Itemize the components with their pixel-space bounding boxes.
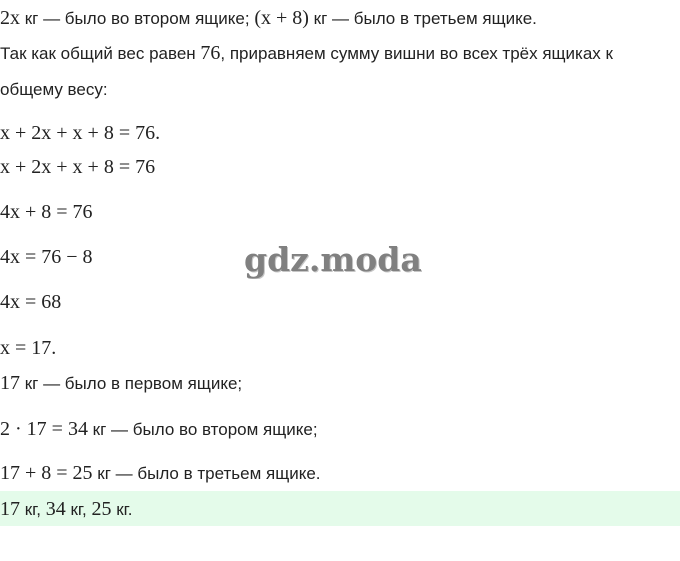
math-x-plus-8: (x + 8) — [254, 7, 309, 29]
equation-4 — [0, 246, 93, 269]
result-second-box — [0, 418, 318, 441]
para-text-pre: Так как общий вес равен — [0, 44, 201, 63]
result-third-box — [0, 462, 321, 485]
equation-text: x + 2x + x + 8 = 76 — [0, 156, 156, 178]
equation-3 — [0, 201, 93, 224]
equation-6 — [0, 337, 56, 360]
para-total-76: 76 — [200, 42, 221, 64]
answer-unit-3: кг. — [111, 500, 133, 519]
para-text-post: , приравняем сумму вишни во всех трёх ящиках к — [220, 44, 613, 63]
answer-value-2: 34 — [45, 498, 66, 520]
paragraph-line-b — [0, 79, 108, 101]
equation-text: x = 17. — [0, 337, 57, 359]
result-math: 17 + 8 = 25 — [0, 462, 93, 484]
answer-unit-2: кг, — [65, 500, 92, 519]
answer-unit-1: кг, — [20, 500, 46, 519]
equation-1 — [0, 122, 160, 145]
equation-2 — [0, 156, 155, 179]
result-text: кг — было в первом ящике; — [20, 374, 243, 393]
result-text: кг — было в третьем ящике. — [92, 464, 321, 483]
answer-value-1: 17 — [0, 498, 20, 520]
equation-5 — [0, 291, 61, 314]
paragraph-line-a — [0, 42, 613, 65]
result-math: 2 · 17 = 34 — [0, 418, 88, 440]
result-math: 17 — [0, 372, 20, 394]
answer-line — [0, 498, 132, 521]
text-second-box: кг — было во втором ящике; — [20, 9, 255, 28]
watermark-logo: gdz.moda — [244, 240, 422, 279]
equation-text: 4x = 76 − 8 — [0, 246, 93, 268]
equation-text: 4x = 68 — [0, 291, 62, 313]
line-box-weights — [0, 7, 537, 30]
result-text: кг — было во втором ящике; — [87, 420, 318, 439]
answer-value-3: 25 — [91, 498, 112, 520]
text-third-box: кг — было в третьем ящике. — [308, 9, 537, 28]
result-first-box — [0, 372, 242, 395]
equation-text: x + 2x + x + 8 = 76. — [0, 122, 161, 144]
math-2x: 2x — [0, 7, 20, 29]
para-text-line-b: общему весу: — [0, 80, 108, 99]
equation-text: 4x + 8 = 76 — [0, 201, 93, 223]
